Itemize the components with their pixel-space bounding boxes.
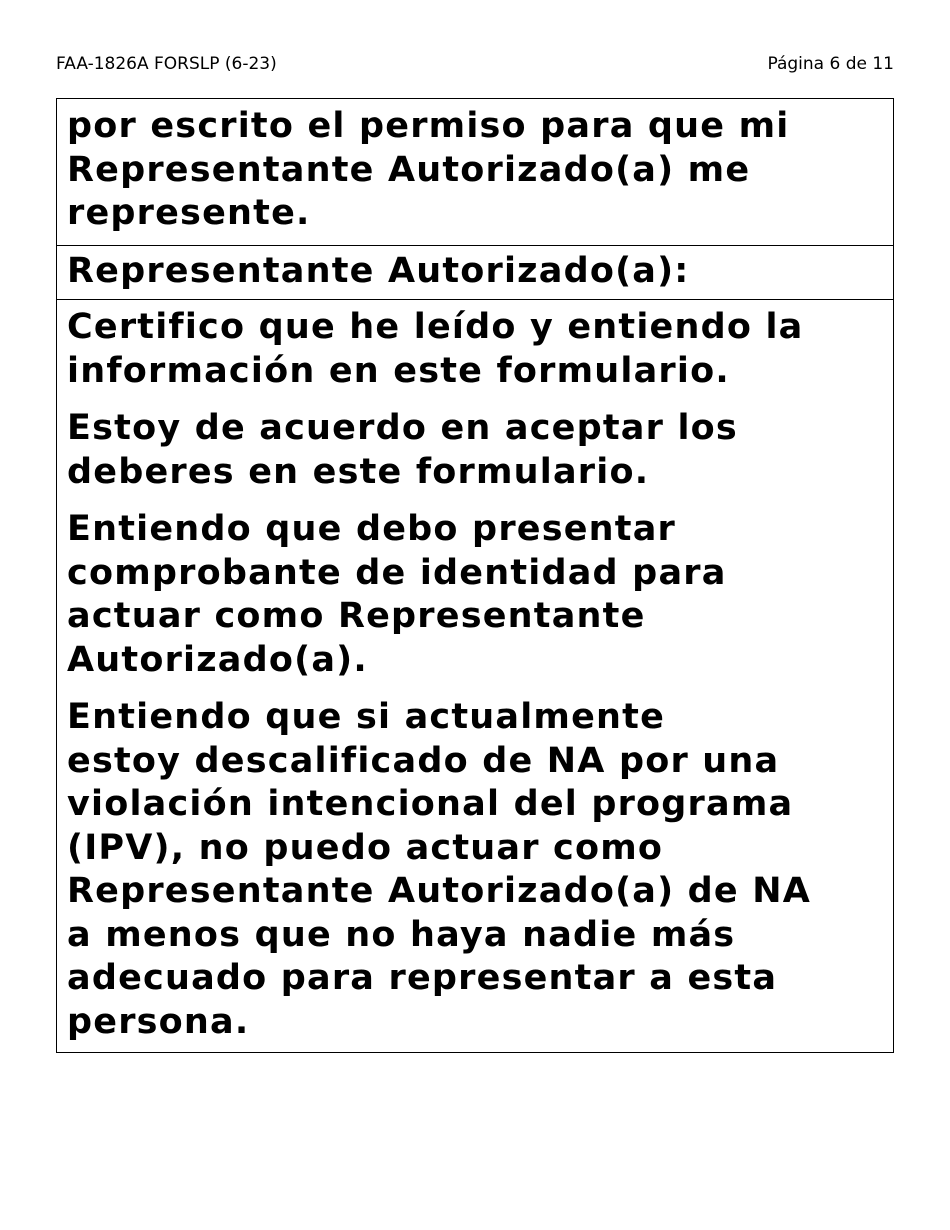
certifications-row (57, 300, 893, 1052)
representative-heading-row (57, 246, 893, 300)
certification-read-understood: Certifico que he leído y entiendo la información en este formulario. (67, 307, 804, 391)
page-header (56, 52, 894, 76)
certification-accept-duties: Estoy de acuerdo en aceptar los deberes en este formulario. (67, 408, 738, 492)
form-code: FAA-1826A FORSLP (6-23) (56, 54, 277, 74)
representative-heading: Representante Autorizado(a): (67, 251, 690, 291)
certification-proof-of-identity: Entiendo que debo presentar comprobante de identidad para actuar como Representante Autorizado(a). (67, 509, 727, 680)
certification-ipv-disqualification: Entiendo que si actualmente estoy descalificado de NA por una violación intencional del programa (IPV), no puedo actuar como Representante Autorizado(a) de NA a menos que no haya nadie más adecuado para representar a esta persona. (67, 697, 812, 1042)
form-table (56, 98, 894, 1053)
continuation-row (57, 99, 893, 246)
continuation-text: por escrito el permiso para que mi Representante Autorizado(a) me represente. (67, 106, 790, 233)
page-number: Página 6 de 11 (767, 54, 894, 74)
